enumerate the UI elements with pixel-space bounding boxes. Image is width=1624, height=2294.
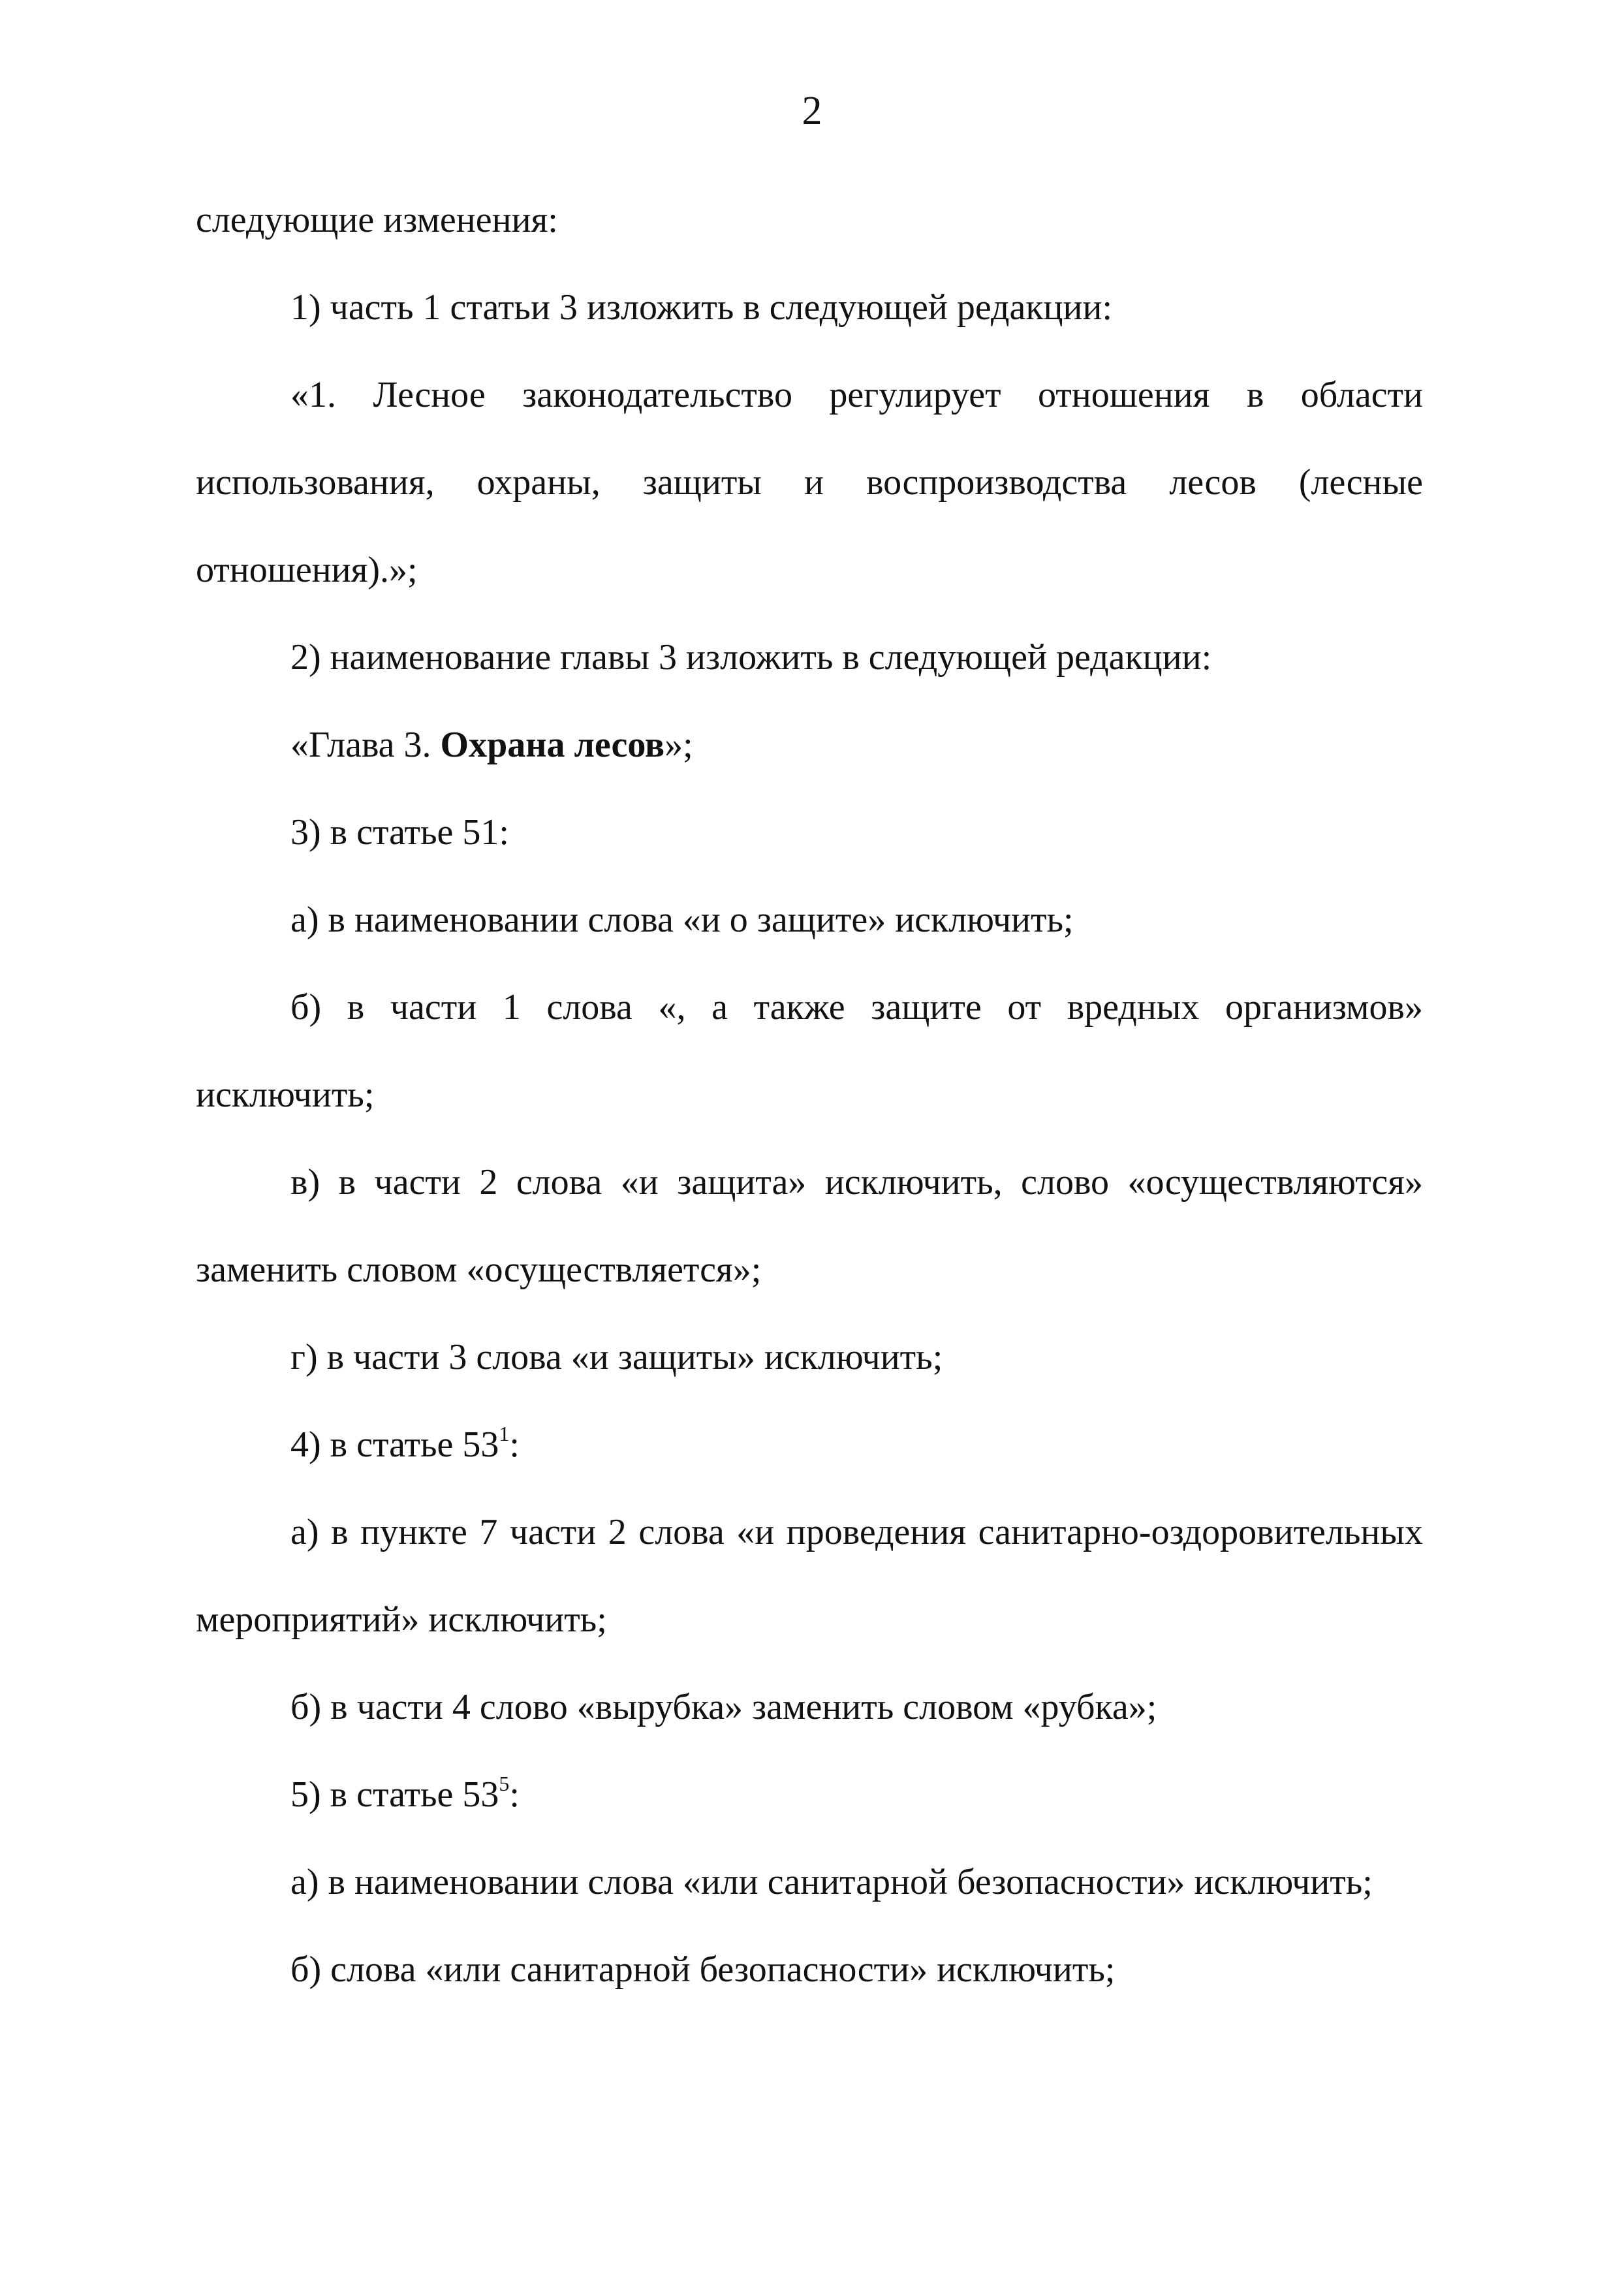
paragraph-item-4 — [196, 1401, 1423, 1488]
item-4-suffix: : — [509, 1424, 520, 1465]
paragraph-item-3b: б) в части 1 слова «, а также защите от вредных организмов» исключить; — [196, 987, 1423, 1115]
paragraph-chapter-title — [196, 701, 1423, 789]
item-5-superscript: 5 — [499, 1772, 510, 1795]
paragraph-item-5a: а) в наименовании слова «или санитарной безопасности» исключить; — [290, 1862, 1373, 1902]
chapter-title-prefix: «Глава 3. — [290, 725, 441, 765]
paragraph-item-3: 3) в статье 51: — [290, 812, 509, 853]
paragraph-item-2: 2) наименование главы 3 изложить в следующей редакции: — [290, 637, 1212, 678]
paragraph-item-3v: в) в части 2 слова «и защита» исключить, слово «осуществляются» заменить словом «осуществляется»; — [196, 1162, 1423, 1290]
item-5-suffix: : — [509, 1774, 520, 1815]
paragraph-item-4a: а) в пункте 7 части 2 слова «и проведения санитарно-оздоровительных мероприятий» исключить; — [196, 1512, 1423, 1640]
paragraph-item-5 — [196, 1751, 1423, 1838]
paragraph-item-4b: б) в части 4 слово «вырубка» заменить словом «рубка»; — [290, 1687, 1157, 1727]
paragraph-quote-article-3: «1. Лесное законодательство регулирует отношения в области использования, охраны, защиты и воспроизводства лесов (лесные отношения).»; — [196, 375, 1423, 590]
item-4-superscript: 1 — [499, 1422, 510, 1445]
chapter-title-suffix: »; — [664, 725, 693, 765]
document-body — [196, 176, 1423, 2013]
page-number: 2 — [802, 89, 822, 133]
paragraph-item-5b: б) слова «или санитарной безопасности» исключить; — [290, 1949, 1116, 1990]
chapter-title-bold: Охрана лесов — [440, 725, 665, 765]
paragraph-item-3a: а) в наименовании слова «и о защите» исключить; — [290, 900, 1074, 940]
paragraph-item-1: 1) часть 1 статьи 3 изложить в следующей редакции: — [290, 287, 1113, 328]
item-5-prefix: 5) в статье 53 — [290, 1774, 499, 1815]
paragraph-intro: следующие изменения: — [196, 200, 558, 240]
item-4-prefix: 4) в статье 53 — [290, 1424, 499, 1465]
paragraph-item-3g: г) в части 3 слова «и защиты» исключить; — [290, 1337, 943, 1377]
